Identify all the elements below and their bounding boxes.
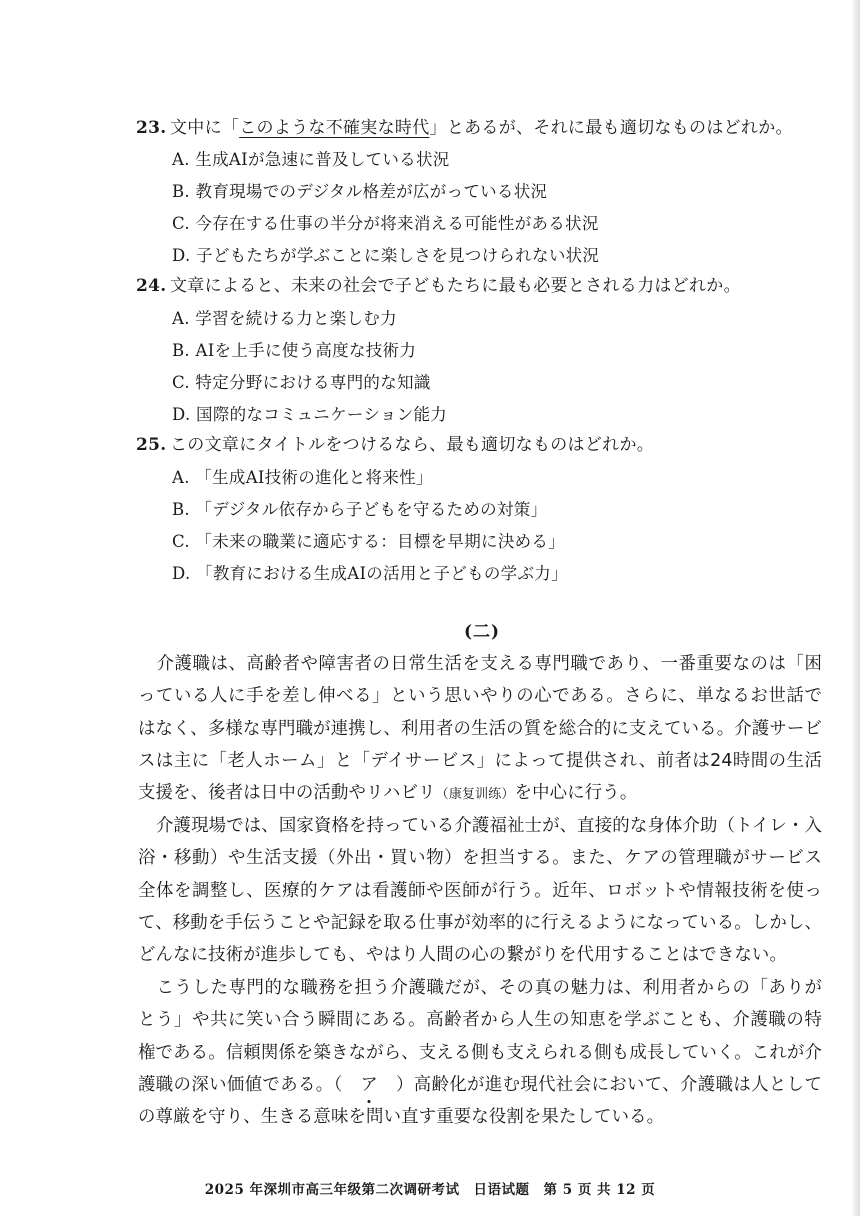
passage-text: ）高齢化が進む現代社会において、介護職は人としての尊厳を守り、生きる意味を問い直す重要な役割を果たしている。: [138, 1074, 822, 1128]
question-stem-text: 文章によると、未来の社会で子どもたちに最も必要とされる力はどれか。: [170, 276, 741, 296]
question-25-stem: [136, 433, 654, 457]
section-title: (二): [464, 622, 501, 642]
option-23-c: C. 今存在する仕事の半分が将来消える可能性がある状況: [172, 214, 599, 233]
passage-text: 介護職は、高齢者や障害者の日常生活を支える専門職であり、一番重要なのは「困っている人に手を差し伸べる」という思いやりの心である。さらに、単なるお世話ではなく、多様な専門職が連携し、利用者の生活の質を総合的に支えている。介護サービスは主に「老人ホーム」と「デイサービス」によって提供され、前者は24時間の生活支援を、後者は日中の活動やリハビリ: [138, 654, 822, 804]
blank-label: ア: [360, 1074, 379, 1095]
passage-text: こうした専門的な職務を担う介護職だが、その真の魅力は、利用者からの「ありがとう」や共に笑い合う瞬間にある。高齢者から人生の知恵を学ぶことも、介護職の特権である。信頼関係を築きながら、支える側も支えられる側も成長していく。これが介護職の深い価値である。（: [138, 978, 822, 1095]
option-25-a: A. 「生成AI技術の進化と将来性」: [172, 468, 433, 487]
question-24-stem: [136, 274, 741, 298]
passage-paragraph-2: [138, 810, 822, 971]
passage-paragraph-3: [138, 972, 822, 1133]
blank-a: [360, 1075, 378, 1095]
passage-text: を中心に行う。: [514, 783, 638, 804]
option-23-b: B. 教育現場でのデジタル格差が広がっている状況: [172, 182, 548, 201]
option-25-d: D. 「教育における生成AIの活用と子どもの学ぶ力」: [172, 564, 568, 583]
translation-note: （康复训练）: [435, 787, 515, 803]
page-footer: 2025 年深圳市高三年级第二次调研考试 日语试题 第 5 页 共 12 页: [204, 1182, 656, 1198]
option-24-b: B. AIを上手に使う高度な技術力: [172, 341, 417, 360]
option-25-c: C. 「未来の職業に適応する：目標を早期に決める」: [172, 532, 566, 551]
scan-page-edge: [851, 0, 860, 1216]
option-24-c: C. 特定分野における専門的な知識: [172, 373, 431, 392]
question-stem-text: 」とあるが、それに最も適切なものはどれか。: [429, 118, 793, 138]
option-23-d: D. 子どもたちが学ぶことに楽しさを見つけられない状況: [172, 246, 600, 265]
option-24-d: D. 国際的なコミュニケーション能力: [172, 405, 448, 424]
emphasis-dot: [368, 1100, 371, 1103]
question-number: 24.: [136, 276, 167, 296]
passage-text: 介護現場では、国家資格を持っている介護福祉士が、直接的な身体介助（トイレ・入浴・移動）や生活支援（外出・買い物）を担当する。また、ケアの管理職がサービス全体を調整し、医療的ケアは看護師や医師が行う。近年、ロボットや情報技術を使って、移動を手伝うことや記録を取る仕事が効率的に行えるようになっている。しかし、どんなに技術が進歩しても、やはり人間の心の繋がりを代用することはできない。: [138, 816, 822, 966]
question-stem-text: この文章にタイトルをつけるなら、最も適切なものはどれか。: [170, 435, 655, 455]
question-23-stem: [136, 116, 793, 140]
question-number: 25.: [136, 435, 167, 455]
option-25-b: B. 「デジタル依存から子どもを守るための対策」: [172, 500, 548, 519]
question-stem-text: 文中に「: [170, 118, 240, 138]
option-23-a: A. 生成AIが急速に普及している状況: [172, 150, 450, 169]
underlined-phrase: このような不確実な時代: [239, 118, 430, 138]
passage-paragraph-1: [138, 648, 822, 811]
question-number: 23.: [136, 118, 167, 138]
option-24-a: A. 学習を続ける力と楽しむ力: [172, 309, 397, 328]
